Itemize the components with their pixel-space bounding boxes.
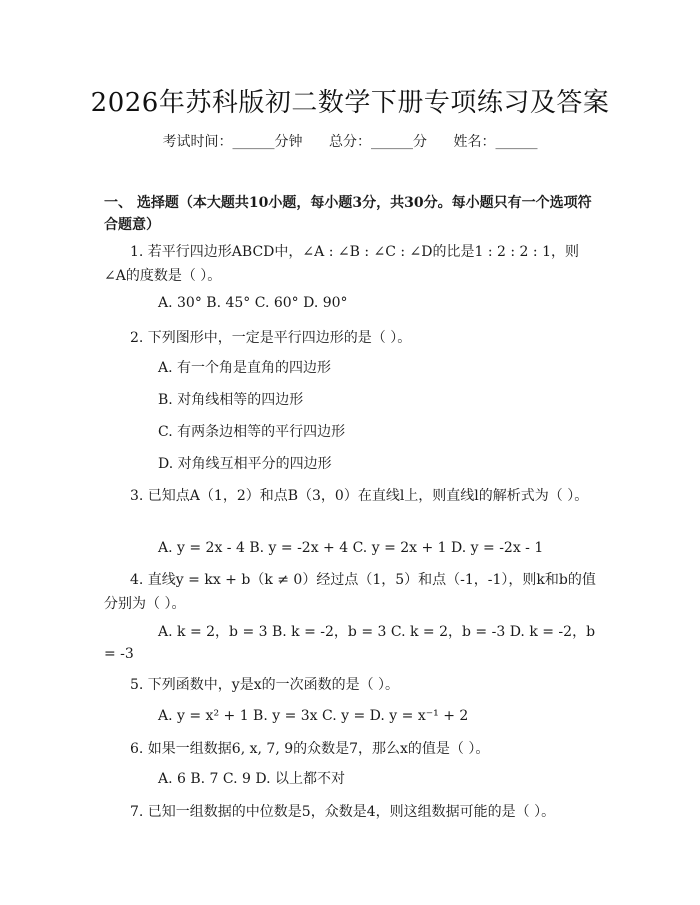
question-2-option-b: B. 对角线相等的四边形 [158,392,304,408]
question-3-options: A. y = 2x - 4 B. y = -2x + 4 C. y = 2x + 1 D. y = -2x - 1 [158,540,544,556]
question-6-options: A. 6 B. 7 C. 9 D. 以上都不对 [158,771,346,787]
total-score-field: 总分：______分 [329,134,427,150]
question-2-option-a: A. 有一个角是直角的四边形 [158,360,332,376]
exam-info-line [0,131,700,151]
question-4-stem: 4. 直线y = kx + b（k ≠ 0）经过点（1，5）和点（-1，-1），则k和b的值分别为（ ）。 [104,572,596,612]
question-4-options: A. k = 2，b = 3 B. k = -2，b = 3 C. k = 2，b = -3 D. k = -2，b = -3 [104,624,596,662]
question-1-options: A. 30° B. 45° C. 60° D. 90° [158,295,348,311]
question-6-stem: 6. 如果一组数据6, x, 7, 9的众数是7，那么x的值是（ ）。 [130,741,490,757]
question-3-stem: 3. 已知点A（1，2）和点B（3，0）在直线l上，则直线l的解析式为（ ）。 [130,488,589,504]
question-2-option-c: C. 有两条边相等的平行四边形 [158,424,346,440]
question-2-option-d: D. 对角线互相平分的四边形 [158,456,332,472]
question-5-options: A. y = x² + 1 B. y = 3x C. y = D. y = x⁻¹ + 2 [158,708,469,724]
student-name-field: 姓名：______ [453,134,538,150]
question-7-stem: 7. 已知一组数据的中位数是5，众数是4，则这组数据可能的是（ ）。 [130,804,556,820]
section-heading: 一、 选择题（本大题共10小题，每小题3分，共30分。每小题只有一个选项符合题意） [104,195,592,233]
document-title: 2026年苏科版初二数学下册专项练习及答案 [90,88,610,118]
question-5-stem: 5. 下列函数中，y是x的一次函数的是（ ）。 [130,677,400,693]
exam-time-field: 考试时间：______分钟 [162,134,303,150]
question-1-stem: 1. 若平行四边形ABCD中，∠A : ∠B : ∠C : ∠D的比是1 : 2 : 2 : 1，则∠A的度数是（ ）。 [104,244,579,284]
question-2-stem: 2. 下列图形中，一定是平行四边形的是（ ）。 [130,330,412,346]
